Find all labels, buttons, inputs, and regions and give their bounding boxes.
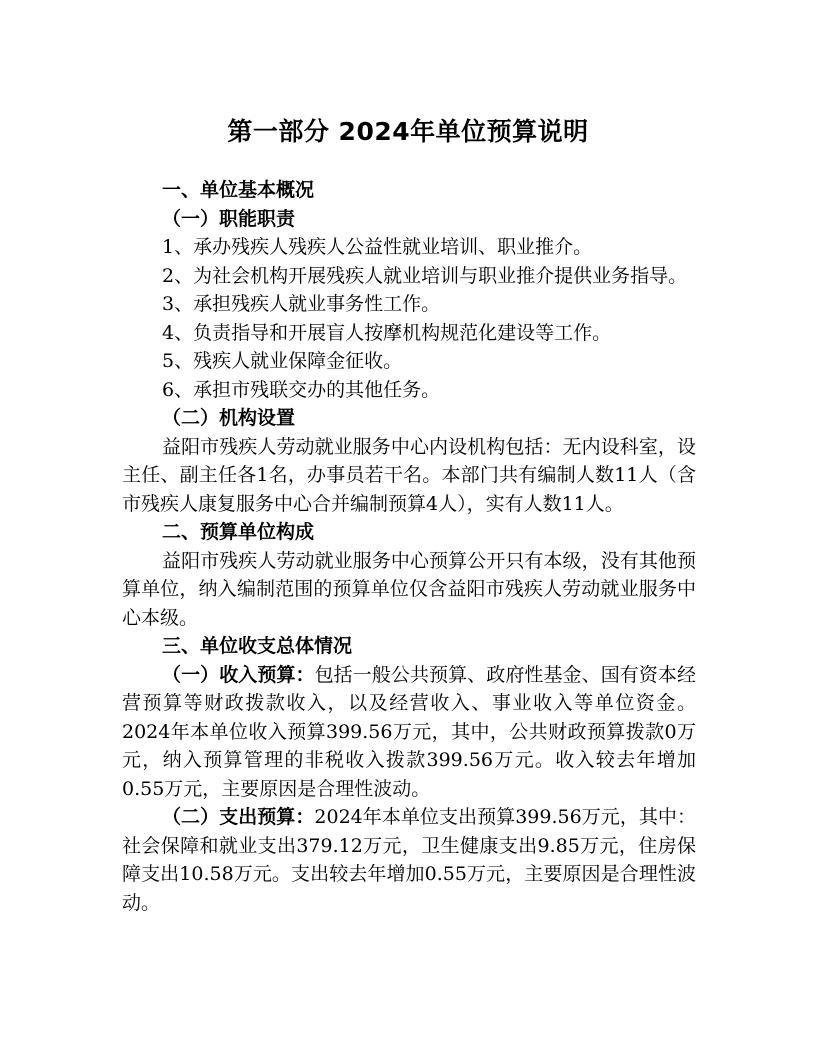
expense-paragraph [122,803,696,917]
org-structure-text: 益阳市残疾人劳动就业服务中心内设机构包括：无内设科室，设主任、副主任各1名，办事员若干名。本部门共有编制人数11人（含市残疾人康复服务中心合并编制预算4人），实有人数11人。 [122,435,696,515]
sub1-heading: （一）职能职责 [162,207,296,230]
document-title: 第一部分 2024年单位预算说明 [227,117,589,146]
expense-text: 2024年本单位支出预算399.56万元，其中：社会保障和就业支出379.12万元，卫生健康支出9.85万元，住房保障支出10.58万元。支出较去年增加0.55万元，主要原因是合理性波动。 [122,806,696,914]
document-body [122,176,696,917]
duty-item: 5、残疾人就业保障金征收。 [162,350,403,372]
section1-heading: 一、单位基本概况 [162,179,315,201]
section3-heading: 三、单位收支总体情况 [162,635,353,657]
duty-item: 1、承办残疾人残疾人公益性就业培训、职业推介。 [162,236,593,258]
income-text: 包括一般公共预算、政府性基金、国有资本经营预算等财政拨款收入，以及经营收入、事业收入等单位资金。2024年本单位收入预算399.56万元，其中，公共财政预算拨款0万元，纳入预算管理的非税收入拨款399.56万元。收入较去年增加0.55万元，主要原因是合理性波动。 [122,663,696,800]
income-label: （一）收入预算： [162,663,315,686]
budget-unit-text: 益阳市残疾人劳动就业服务中心预算公开只有本级，没有其他预算单位，纳入编制范围的预算单位仅含益阳市残疾人劳动就业服务中心本级。 [122,549,696,629]
duty-item: 3、承担残疾人就业事务性工作。 [162,293,441,315]
income-paragraph [122,661,696,804]
sub2-heading: （二）机构设置 [162,407,296,429]
duty-item: 6、承担市残联交办的其他任务。 [162,378,441,401]
duty-item: 2、为社会机构开展残疾人就业培训与职业推介提供业务指导。 [162,264,688,287]
duty-item: 4、负责指导和开展盲人按摩机构规范化建设等工作。 [162,321,612,344]
expense-label: （二）支出预算： [162,806,315,828]
section2-heading: 二、预算单位构成 [162,521,315,543]
